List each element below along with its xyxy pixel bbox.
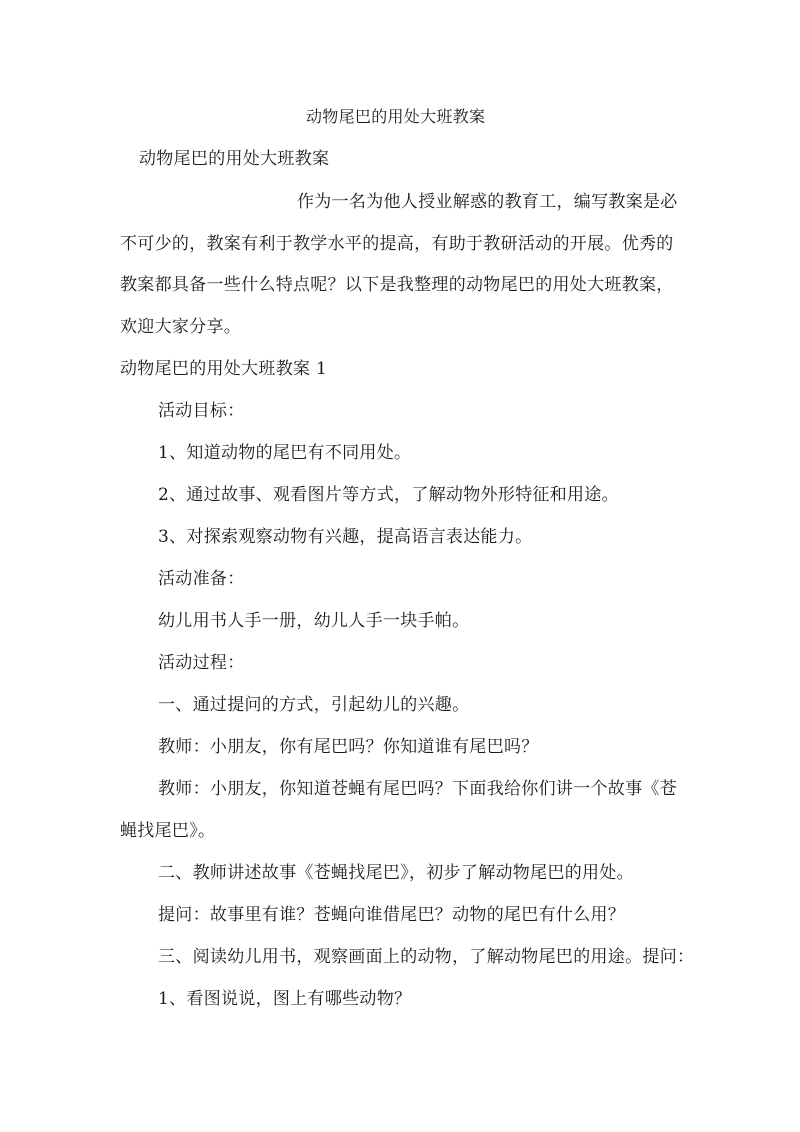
intro-line-2: 不可少的，教案有利于教学水平的提高，有助于教研活动的开展。优秀的: [120, 234, 674, 254]
body-line-step-1: 一、通过提问的方式，引起幼儿的兴趣。: [158, 695, 470, 715]
body-line-preparation: 活动准备：: [158, 569, 245, 589]
body-line-step-2: 二、教师讲述故事《苍蝇找尾巴》，初步了解动物尾巴的用处。: [158, 863, 634, 883]
body-line-question: 提问：故事里有谁？苍蝇向谁借尾巴？动物的尾巴有什么用？: [158, 905, 626, 925]
document-subtitle: 动物尾巴的用处大班教案: [139, 149, 330, 169]
intro-line-3: 教案都具备一些什么特点呢？以下是我整理的动物尾巴的用处大班教案，: [120, 275, 674, 295]
body-line-teacher-2-cont: 蝇找尾巴》。: [120, 821, 216, 841]
section-title: 动物尾巴的用处大班教案 1: [120, 359, 328, 379]
body-line-goal-2: 2、通过故事、观看图片等方式，了解动物外形特征和用途。: [158, 485, 619, 505]
body-line-step-3: 三、阅读幼儿用书，观察画面上的动物，了解动物尾巴的用途。提问：: [158, 947, 695, 967]
body-line-activity-goal: 活动目标：: [158, 401, 245, 421]
body-line-process: 活动过程：: [158, 653, 245, 673]
document-title: 动物尾巴的用处大班教案: [306, 107, 486, 126]
body-line-goal-1: 1、知道动物的尾巴有不同用处。: [158, 443, 412, 463]
intro-line-1: 作为一名为他人授业解惑的教育工，编写教案是必: [297, 192, 678, 212]
intro-line-4: 欢迎大家分享。: [120, 317, 242, 337]
body-line-step-3-q1: 1、看图说说，图上有哪些动物？: [158, 989, 412, 1009]
body-line-goal-3: 3、对探索观察动物有兴趣，提高语言表达能力。: [158, 527, 533, 547]
body-line-teacher-1: 教师：小朋友，你有尾巴吗？你知道谁有尾巴吗？: [158, 737, 539, 757]
body-line-teacher-2: 教师：小朋友，你知道苍蝇有尾巴吗？下面我给你们讲一个故事《苍: [158, 779, 677, 799]
body-line-preparation-detail: 幼儿用书人手一册，幼儿人手一块手帕。: [158, 611, 470, 631]
